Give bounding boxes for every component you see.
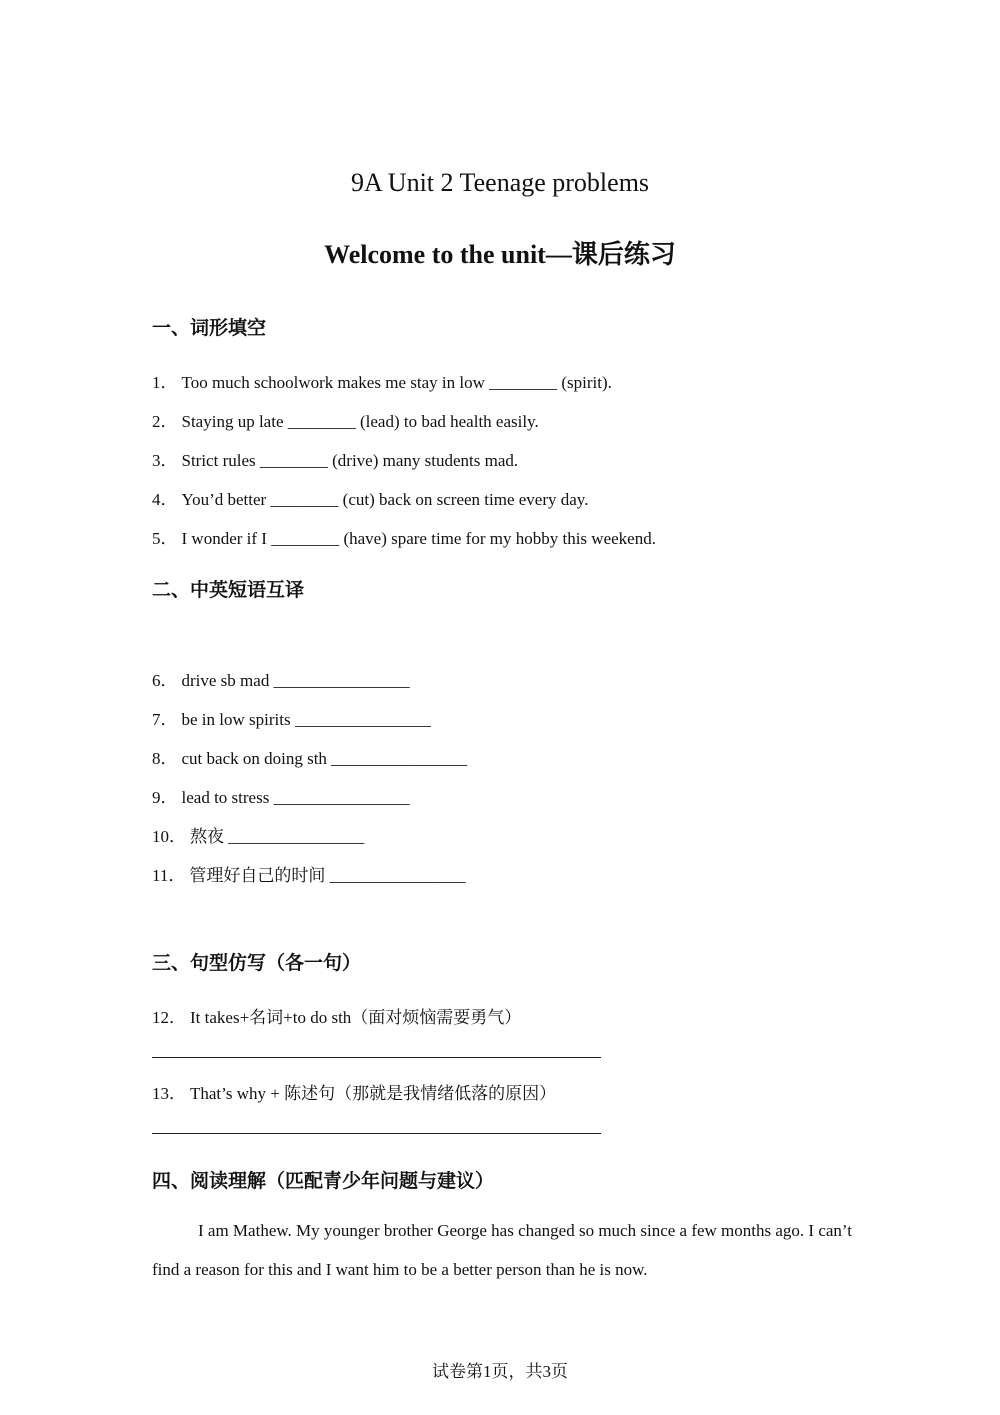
question-number: 11． [152,866,186,885]
question-text: lead to stress ________________ [181,788,410,807]
question-13 [152,1079,556,1104]
section-heading-reading: 四、阅读理解（匹配青少年问题与建议） [152,1170,495,1192]
section-heading-sentence-imitation: 三、句型仿写（各一句） [152,952,362,974]
question-number: 2． [152,412,178,431]
question-text: It takes+名词+to do sth（面对烦恼需要勇气） [190,1008,522,1027]
question-text: 熬夜 ________________ [190,827,365,846]
question-text: be in low spirits ________________ [181,710,431,729]
question-number: 7． [152,710,178,729]
section-heading-phrase-translation: 二、中英短语互译 [152,579,305,601]
question-number: 12． [152,1008,186,1027]
question-number: 8． [152,749,178,768]
question-text: drive sb mad ________________ [181,671,410,690]
reading-paragraph: I am Mathew. My younger brother George has changed so much since a few months ago. I can’t find a reason for this and I want him to be a better person than he is now. [152,1221,852,1279]
question-7 [152,705,431,730]
answer-line-13 [152,1133,601,1134]
question-number: 13． [152,1084,186,1103]
question-text: cut back on doing sth ________________ [181,749,468,768]
question-8 [152,744,467,769]
question-3 [152,446,518,471]
page-title: 9A Unit 2 Teenage problems [350,168,650,197]
question-4 [152,485,588,510]
section-heading-word-forms: 一、词形填空 [152,317,267,339]
question-number: 5． [152,529,178,548]
question-12 [152,1003,521,1028]
question-9 [152,783,410,808]
question-text: Strict rules ________ (drive) many students mad. [181,451,519,470]
question-number: 10． [152,827,186,846]
question-5 [152,524,656,549]
page-subtitle: Welcome to the unit—课后练习 [324,240,676,269]
question-number: 9． [152,788,178,807]
question-text: That’s why + 陈述句（那就是我情绪低落的原因） [190,1084,557,1103]
question-10 [152,822,364,847]
question-11 [152,861,466,886]
answer-line-12 [152,1057,601,1058]
question-1 [152,368,612,393]
question-2 [152,407,539,432]
question-number: 6． [152,671,178,690]
question-text: 管理好自己的时间 ________________ [189,866,466,885]
page-footer: 试卷第1页，共3页 [432,1362,568,1381]
question-text: You’d better ________ (cut) back on screen time every day. [181,490,589,509]
question-number: 4． [152,490,178,509]
question-number: 1． [152,373,178,392]
question-text: I wonder if I ________ (have) spare time for my hobby this weekend. [181,529,656,548]
question-6 [152,666,410,691]
question-text: Too much schoolwork makes me stay in low ________ (spirit). [181,373,612,392]
question-number: 3． [152,451,178,470]
question-text: Staying up late ________ (lead) to bad health easily. [181,412,539,431]
